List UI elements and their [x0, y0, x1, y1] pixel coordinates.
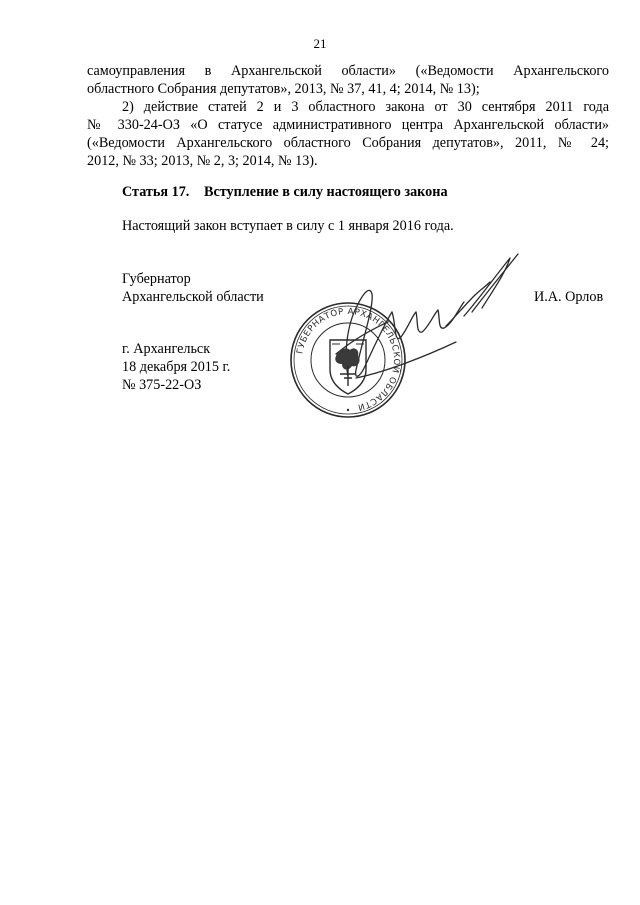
body-line-6: 2012, № 33; 2013, № 2, 3; 2014, № 13). [87, 153, 318, 169]
article-title: Вступление в силу настоящего закона [204, 184, 448, 200]
page-number: 21 [313, 36, 327, 51]
coat-of-arms-icon [330, 340, 366, 394]
signatory-position-line-2: Архангельской области [122, 289, 264, 305]
footer-city: г. Архангельск [122, 341, 211, 357]
official-seal [288, 300, 408, 420]
body-line-1: самоуправления в Архангельской области» («Ведомости Архангельского [87, 63, 609, 79]
footer-date: 18 декабря 2015 г. [122, 359, 231, 375]
footer-law-number: № 375-22-ОЗ [122, 377, 202, 393]
signatory-position-line-1: Губернатор [122, 271, 191, 287]
body-line-2: областного Собрания депутатов», 2013, № 37, 41, 4; 2014, № 13); [87, 81, 480, 97]
article-number: Статья 17. [122, 184, 190, 200]
article-text: Настоящий закон вступает в силу с 1 января 2016 года. [122, 218, 454, 234]
svg-text:ГУБЕРНАТОР АРХАНГЕЛЬСКОЙ ОБЛ: ГУБЕРНАТОР АРХАНГЕЛЬСКОЙ ОБЛАСТИ [295, 306, 402, 413]
body-line-4: № 330-24-ОЗ «О статусе административного центра Архангельской области» [87, 117, 609, 133]
body-line-3: 2) действие статей 2 и 3 областного закона от 30 сентября 2011 года [122, 99, 609, 115]
body-line-5: («Ведомости Архангельского областного Собрания депутатов», 2011, № 24; [87, 135, 609, 151]
signatory-name: И.А. Орлов [534, 289, 604, 305]
article-heading [122, 184, 448, 201]
